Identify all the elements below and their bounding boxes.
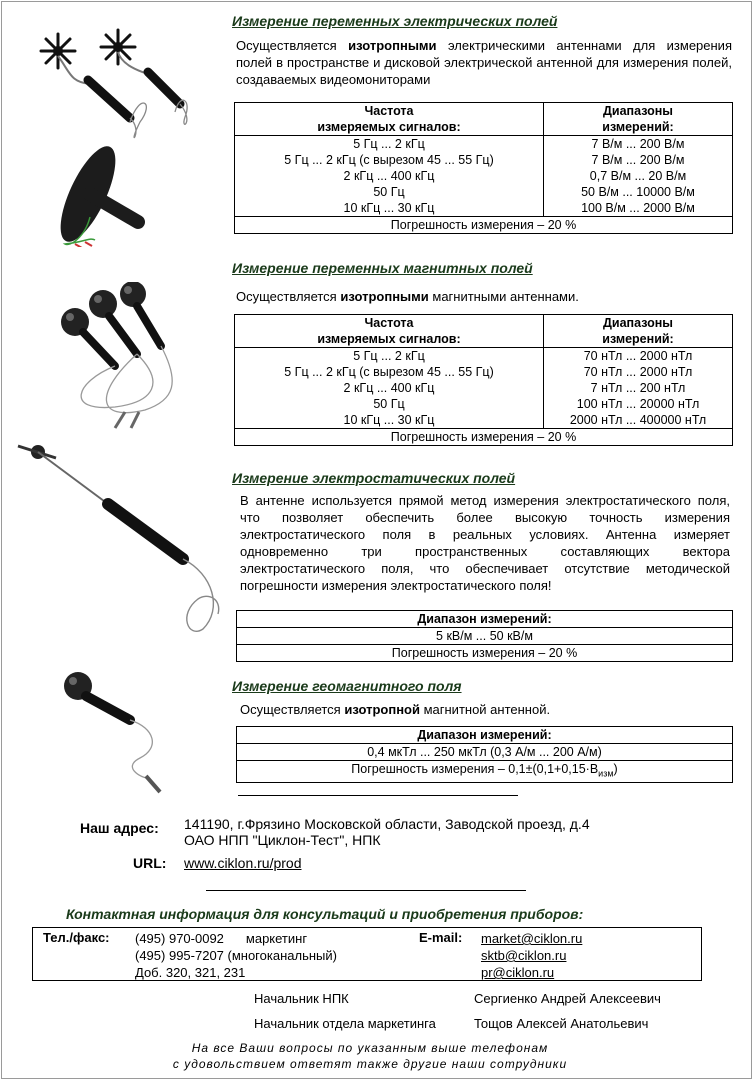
electrostatic-section-heading: Измерение электростатических полей: [232, 470, 516, 486]
error-row: Погрешность измерения – 20 %: [237, 645, 733, 662]
range-header: Диапазоны измерений:: [544, 103, 733, 136]
email-sktb[interactable]: sktb@ciklon.ru: [481, 948, 567, 963]
address-label: Наш адрес:: [80, 820, 159, 836]
magnetic-spec-table: [234, 314, 733, 446]
electrostatic-spec-table: [236, 610, 733, 662]
range-header: Диапазон измерений:: [237, 611, 733, 628]
magnetic-section-heading: Измерение переменных магнитных полей: [232, 260, 533, 276]
electrostatic-section-description: В антенне используется прямой метод измерения электростатического поля, что позволяет обеспечить более высокую точность измерения электростатического поля в реальных условиях. Антенна измеряет одновременно три пространственных составляющих вектора электростатического поля, что обеспечивает отсутствие методической погрешности измерения электростатического поля!: [240, 493, 730, 593]
electric-spec-table: [234, 102, 733, 234]
address-text: 141190, г.Фрязино Московской области, Заводской проезд, д.4 ОАО НПП "Циклон-Тест", НПК: [184, 816, 590, 848]
magnetic-section-description: Осуществляется изотропными магнитными антеннами.: [236, 289, 579, 304]
error-row: Погрешность измерения – $0,1\pm(0,1+0,15\cdot B_{изм})$: [237, 761, 733, 783]
url-label: URL:: [133, 855, 167, 871]
magnetic-antennas-image: [55, 282, 205, 432]
range-values: 70 нТл ... 2000 нТл 70 нТл ... 2000 нТл 7 нТл ... 200 нТл 100 нТл ... 20000 нТл 2000 нТл ... 400000 нТл: [544, 348, 733, 429]
electrostatic-rod: [38, 452, 108, 504]
phone-label: Тел./факс:: [43, 930, 110, 945]
phone-3: Доб. 320, 321, 231: [135, 965, 246, 980]
person-name-1: Сергиенко Андрей Алексеевич: [474, 991, 661, 1006]
email-market[interactable]: market@ciklon.ru: [481, 931, 583, 946]
electric-section-description: Осуществляется изотропными электрическими антеннами для измерения полей в пространстве и дисковой электрической антенной для измерения полей, создаваемых видеомониторами: [236, 38, 732, 87]
range-value: 5 кВ/м ... 50 кВ/м: [237, 628, 733, 645]
person-role-1: Начальник НПК: [254, 991, 349, 1006]
frequency-values: 5 Гц ... 2 кГц 5 Гц ... 2 кГц (с вырезом 45 ... 55 Гц) 2 кГц ... 400 кГц 50 Гц 10 кГц ... 30 кГц: [235, 136, 544, 217]
range-value: 0,4 мкТл ... 250 мкТл (0,3 А/м ... 200 А/м): [237, 744, 733, 761]
contacts-box: [32, 927, 702, 981]
range-header: Диапазон измерений:: [237, 727, 733, 744]
separator-line: [206, 890, 526, 891]
error-row: Погрешность измерения – 20 %: [235, 217, 733, 234]
email-pr[interactable]: pr@ciklon.ru: [481, 965, 555, 980]
phone-1-note: маркетинг: [245, 931, 308, 946]
email-list: [481, 930, 582, 981]
phone-2[interactable]: (495) 995-7207 (многоканальный): [135, 948, 337, 963]
phone-list: [135, 930, 337, 981]
electrostatic-antenna-image: [8, 434, 228, 644]
frequency-header: Частота измеряемых сигналов:: [235, 315, 544, 348]
separator-line: [238, 795, 518, 796]
person-name-2: Тощов Алексей Анатольевич: [474, 1016, 649, 1031]
electrostatic-handle: [108, 504, 183, 559]
frequency-header: Частота измеряемых сигналов:: [235, 103, 544, 136]
phone-1[interactable]: (495) 970-0092: [135, 931, 224, 946]
geomagnetic-spec-table: [236, 726, 733, 783]
electric-section-heading: Измерение переменных электрических полей: [232, 13, 558, 29]
footer-note: На все Ваши вопросы по указанным выше телефонам с удовольствием ответят также другие наши сотрудники: [172, 1041, 568, 1071]
frequency-values: 5 Гц ... 2 кГц 5 Гц ... 2 кГц (с вырезом 45 ... 55 Гц) 2 кГц ... 400 кГц 50 Гц 10 кГц ... 30 кГц: [235, 348, 544, 429]
person-role-2: Начальник отдела маркетинга: [254, 1016, 436, 1031]
contacts-heading: Контактная информация для консультаций и приобретения приборов:: [66, 906, 584, 922]
geomagnetic-section-description: Осуществляется изотропной магнитной антенной.: [240, 702, 551, 717]
geomagnetic-section-heading: Измерение геомагнитного поля: [232, 678, 462, 694]
website-link[interactable]: www.ciklon.ru/prod: [184, 855, 302, 871]
range-values: 7 В/м ... 200 В/м 7 В/м ... 200 В/м 0,7 В/м ... 20 В/м 50 В/м ... 10000 В/м 100 В/м ... 2000 В/м: [544, 136, 733, 217]
electric-antennas-image: [30, 22, 200, 247]
range-header: Диапазоны измерений:: [544, 315, 733, 348]
email-label: E-mail:: [419, 930, 463, 945]
error-row: Погрешность измерения – 20 %: [235, 429, 733, 446]
geomagnetic-antenna-image: [60, 668, 170, 798]
